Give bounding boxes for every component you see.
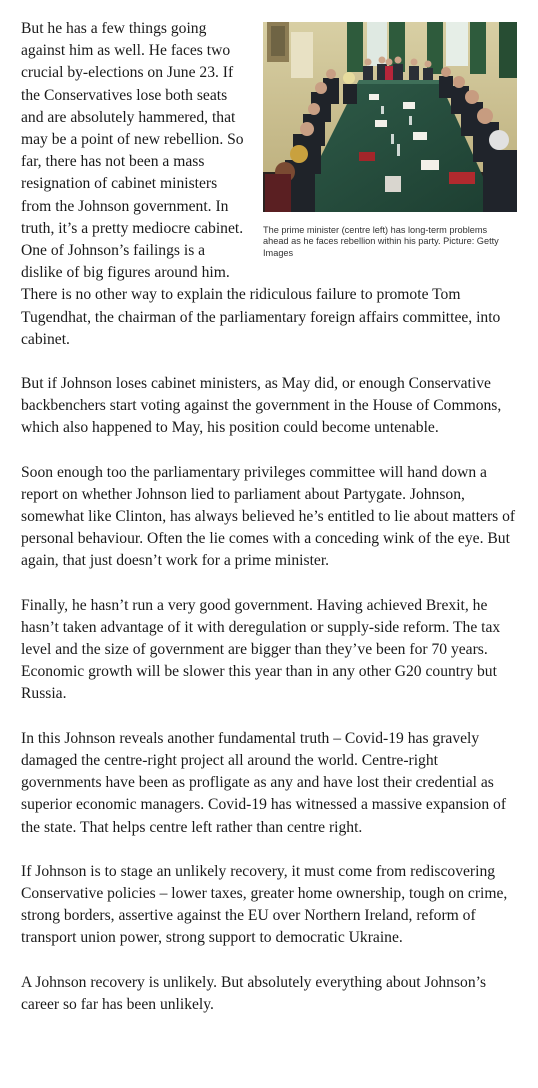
article-figure	[263, 22, 517, 259]
article-paragraph: Soon enough too the parliamentary privileges committee will hand down a report on whether Johnson lied to parliament about Partygate. Johnson, somewhat like Clinton, has always believed he’s entitled to lie about matters of personal behaviour. Often the lie comes with a conceding wink of the eye. But again, that just doesn’t work for a prime minister.	[21, 463, 516, 570]
cabinet-meeting-photo	[263, 22, 517, 212]
article-paragraph: A Johnson recovery is unlikely. But absolutely everything about Johnson’s career so far has been unlikely.	[21, 973, 487, 1013]
figure-caption: The prime minister (centre left) has long-term problems ahead as he faces rebellion within his party. Picture: Getty Images	[263, 225, 499, 258]
article-paragraph: In this Johnson reveals another fundamental truth – Covid-19 has gravely damaged the centre-right project all around the world. Centre-right governments have been as profligate as any and have lost their credential as superior economic managers. Covid-19 has witnessed a massive expansion of the state. That helps centre left rather than centre right.	[21, 729, 507, 836]
article-paragraph: But if Johnson loses cabinet ministers, as May did, or enough Conservative backbenchers start voting against the government in the House of Commons, which also happened to May, his position could become untenable.	[21, 375, 502, 437]
article-paragraph: But he has a few things going against him as well. He faces two crucial by-elections on June 23. If the Conservatives lose both seats and are absolutely hammered, that may be a point of new rebellion. So far, there has not been a mass resignation of cabinet ministers from the Johnson government. In truth, it’s a pretty mediocre cabinet. One of Johnson’s failings is a dislike of big figures around him. There is no other way to explain the ridiculous failure to promote Tom Tugendhat, the chairman of the parliamentary foreign affairs committee, into cabinet.	[21, 20, 501, 348]
article-paragraph: If Johnson is to stage an unlikely recovery, it must come from rediscovering Conservative policies – lower taxes, greater home ownership, tough on crime, strong borders, assertive against the EU over Northern Ireland, reform of transport union power, strong support to democratic Ukraine.	[21, 862, 508, 947]
article-body	[21, 18, 519, 1038]
article-paragraph: Finally, he hasn’t run a very good government. Having achieved Brexit, he hasn’t taken advantage of it with deregulation or supply-side reform. The tax level and the size of government are bigger than they’ve been for 70 years. Economic growth will be slower this year than in any other G20 country but Russia.	[21, 596, 501, 703]
